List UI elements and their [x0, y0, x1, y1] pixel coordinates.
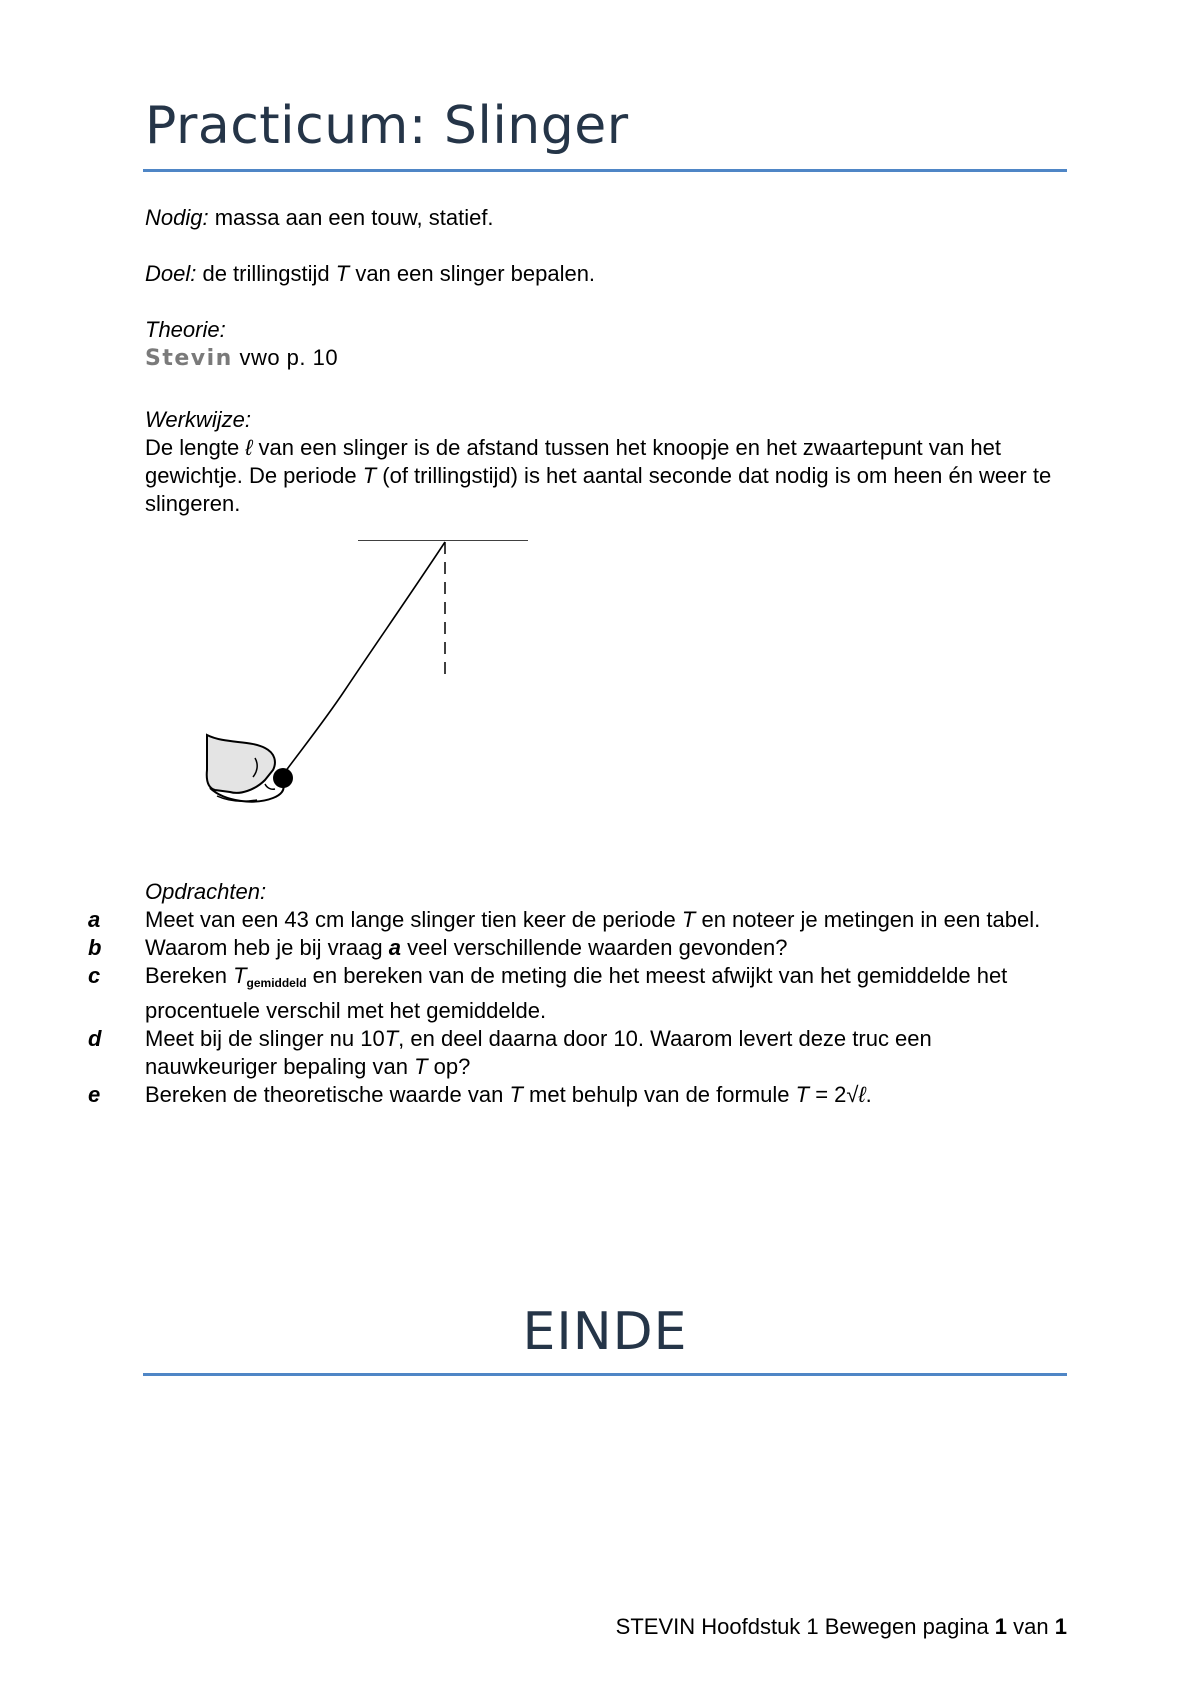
- task-a-text-2: en noteer je metingen in een tabel.: [695, 907, 1041, 932]
- pendulum-bob: [273, 768, 293, 788]
- task-e-text-1: Bereken de theoretische waarde van: [145, 1082, 510, 1107]
- einde-heading: EINDE: [522, 1302, 688, 1362]
- var-t: T: [233, 963, 247, 988]
- opdrachten-section: [88, 878, 1078, 1109]
- subscript-gemiddeld: gemiddeld: [246, 976, 307, 990]
- doel-text: de trillingstijd: [196, 261, 336, 286]
- task-text: [145, 934, 1065, 962]
- werkwijze-text-1: De lengte: [145, 435, 246, 460]
- theorie-label: Theorie:: [145, 317, 226, 342]
- task-text: [145, 1081, 1065, 1109]
- task-letter: b: [88, 935, 102, 960]
- var-t: T: [681, 907, 696, 932]
- werkwijze-text: [145, 434, 1065, 518]
- title-underline: [143, 169, 1067, 172]
- task-reference: a: [388, 935, 401, 960]
- task-a: [88, 906, 1078, 934]
- task-e-text-2: met behulp van de formule: [522, 1082, 796, 1107]
- task-a-text-1: Meet van een 43 cm lange slinger tien keer de periode: [145, 907, 682, 932]
- task-d-text-1: Meet bij de slinger nu 10: [145, 1026, 385, 1051]
- footer-text: STEVIN Hoofdstuk 1 Bewegen pagina: [615, 1614, 995, 1639]
- book-page: vwo p. 10: [232, 345, 339, 370]
- task-text: [145, 906, 1065, 934]
- task-b-text-2: veel verschillende waarden gevonden?: [401, 935, 788, 960]
- task-b-text-1: Waarom heb je bij vraag: [145, 935, 389, 960]
- var-t: T: [362, 463, 377, 488]
- einde-underline: [143, 1373, 1067, 1376]
- task-d: [88, 1025, 1078, 1081]
- doel-paragraph: [145, 260, 1065, 288]
- var-l: ℓ: [245, 435, 253, 460]
- doel-label: Doel:: [145, 261, 197, 286]
- task-letter: a: [88, 907, 101, 932]
- werkwijze-paragraph: [145, 406, 1065, 518]
- footer-page-number: 1: [994, 1614, 1008, 1639]
- pendulum-string: [282, 542, 445, 776]
- formula-part: = 2√: [809, 1082, 859, 1107]
- task-c-text-2: en bereken van de meting die het meest afwijkt van het gemiddelde het procentuele verschil met het gemiddelde.: [145, 963, 1008, 1023]
- nodig-text: massa aan een touw, statief.: [208, 205, 494, 230]
- task-c: [88, 962, 1078, 1025]
- var-t: T: [414, 1054, 428, 1079]
- werkwijze-text-3: (of trillingstijd) is het aantal seconde dat nodig is om heen én weer te slingeren.: [145, 463, 1052, 516]
- werkwijze-text-2: van een slinger is de afstand tussen het knoopje en het zwaartepunt van het gewichtje. De periode: [145, 435, 1001, 488]
- task-letter: e: [88, 1082, 101, 1107]
- var-t: T: [509, 1082, 523, 1107]
- hand-illustration: [207, 735, 284, 802]
- nodig-label: Nodig:: [145, 205, 209, 230]
- book-name: Stevin: [145, 346, 233, 371]
- nodig-paragraph: [145, 204, 1065, 232]
- footer-page-total: 1: [1054, 1614, 1067, 1639]
- task-b: [88, 934, 1078, 962]
- task-text: [145, 962, 1065, 1025]
- var-t: T: [795, 1082, 810, 1107]
- var-l: ℓ: [858, 1082, 866, 1107]
- task-letter: d: [88, 1026, 102, 1051]
- page-footer: [616, 1614, 1067, 1640]
- task-c-text-1: Bereken: [145, 963, 234, 988]
- page-title: Practicum: Slinger: [145, 96, 629, 156]
- var-t: T: [335, 261, 350, 286]
- formula-end: .: [865, 1082, 872, 1107]
- task-d-text-3: op?: [427, 1054, 471, 1079]
- doel-text-end: van een slinger bepalen.: [349, 261, 596, 286]
- task-e: [88, 1081, 1078, 1109]
- pendulum-figure: [195, 540, 535, 820]
- footer-text-van: van: [1007, 1614, 1055, 1639]
- task-letter: c: [88, 963, 101, 988]
- task-text: [145, 1025, 1065, 1081]
- task-d-text-2: , en deel daarna door 10. Waarom levert deze truc een nauwkeuriger bepaling van: [145, 1026, 932, 1079]
- opdrachten-label: Opdrachten:: [145, 879, 267, 904]
- theorie-reference: [145, 344, 1065, 373]
- theorie-paragraph: [145, 316, 1065, 373]
- var-t: T: [384, 1026, 399, 1051]
- werkwijze-label: Werkwijze:: [145, 407, 251, 432]
